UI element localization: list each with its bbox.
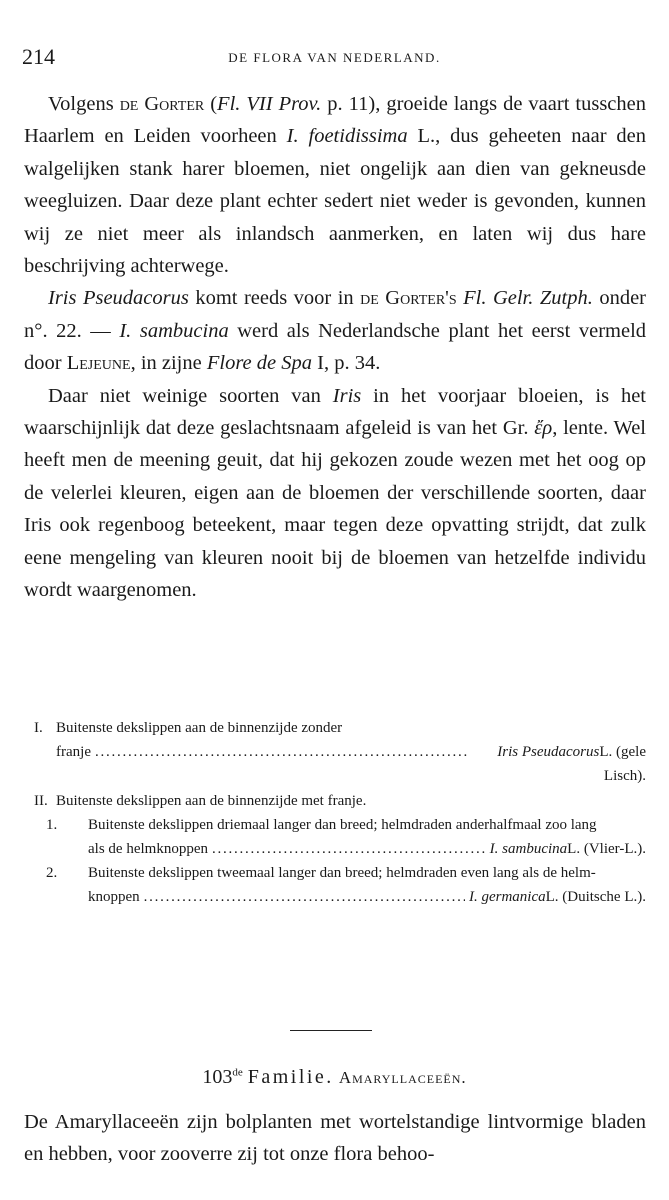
key-entry-ii bbox=[34, 789, 646, 813]
ordinal-suffix: de bbox=[232, 1066, 243, 1079]
text-run: , in zijne bbox=[130, 352, 207, 375]
body-text bbox=[24, 88, 646, 607]
text-run: L., dus geheeten naar den walgelijken stank harer bloemen, niet ongelijk aan dien van gekneusde weegluizen. Daar deze plant echter sedert niet weder is gevonden, kunnen wij ze niet meer als inlandsch aanmerken, en laten wij dus hare beschrijving achterwege. bbox=[24, 125, 647, 278]
author-name: de Gorter bbox=[119, 93, 205, 115]
text-run: ( bbox=[204, 93, 218, 115]
key-text: franje bbox=[56, 744, 91, 761]
genus-name: Iris bbox=[332, 384, 362, 407]
text-run: Daar niet weinige soorten van bbox=[48, 384, 333, 407]
key-number: 1. bbox=[46, 816, 58, 833]
identification-key bbox=[34, 716, 646, 910]
author-name: Lejeune bbox=[66, 352, 131, 375]
leader-dots bbox=[95, 740, 493, 764]
key-text: Buitenste dekslippen aan de binnenzijde zonder bbox=[56, 720, 343, 736]
citation: Flore de Spa bbox=[206, 352, 312, 375]
closing-paragraph: De Amaryllaceeën zijn bolplanten met wortelstandige lintvormige bladen en hebben, voor zooverre zij tot onze flora behoo- bbox=[24, 1111, 646, 1166]
species-name: Iris Pseudacorus bbox=[497, 744, 600, 761]
key-text: Buitenste dekslippen driemaal langer dan breed; helmdraden anderhalfmaal zoo lang bbox=[88, 816, 597, 833]
key-entry-i bbox=[34, 716, 646, 789]
species-name: I. germanica bbox=[468, 889, 546, 906]
key-text: Buitenste dekslippen tweemaal langer dan breed; helmdraden even lang als de helm- bbox=[88, 865, 596, 882]
running-title: DE FLORA VAN NEDERLAND. bbox=[228, 50, 441, 65]
family-heading bbox=[0, 1066, 669, 1089]
text-run: werd als Nederlandsche plant het eerst vermeld door bbox=[24, 319, 647, 375]
text-run: , lente. Wel heeft men de meening geuit, dat hij gekozen zoude wezen met het oog op de velerlei kleuren, eigen aan de bloemen der verschillende soorten, daar Iris ook regenboog beteekent, maar tegen deze opvatting strijdt, dat zulk eene mengeling van kleuren nooit bij de bloemen van hetzelfde individu wordt waargenomen. bbox=[24, 417, 646, 602]
species-name: I. foetidissima bbox=[286, 125, 408, 148]
paragraph-etymology bbox=[24, 380, 646, 607]
leader-dots bbox=[144, 885, 465, 909]
family-number: 103 bbox=[202, 1066, 233, 1088]
leader-dots bbox=[212, 837, 486, 861]
species-name: I. sambucina bbox=[119, 319, 229, 342]
species-author: L. (Vlier-L.). bbox=[567, 841, 646, 858]
section-divider bbox=[290, 1030, 372, 1031]
species-name: Iris Pseudacorus bbox=[48, 287, 189, 310]
key-text: als de helmknoppen bbox=[88, 841, 208, 858]
text-run: onder n°. 22. — bbox=[24, 287, 646, 342]
key-entry-2 bbox=[34, 861, 646, 909]
key-number: 2. bbox=[46, 865, 58, 882]
key-lead-line bbox=[56, 740, 646, 764]
key-text: knoppen bbox=[88, 889, 140, 906]
text-run: in het voorjaar bloeien, is het waarschijnlijk dat deze geslachtsnaam afgeleid is van het Gr. bbox=[24, 384, 646, 440]
species-name: I. sambucina bbox=[489, 841, 568, 858]
paragraph-pseudacorus bbox=[24, 282, 646, 379]
key-text: Lisch). bbox=[603, 768, 646, 785]
page-header bbox=[22, 44, 647, 72]
greek-word: ἔρ bbox=[534, 417, 553, 440]
family-name: Amaryllaceeën. bbox=[338, 1068, 467, 1087]
text-run: Volgens bbox=[48, 93, 120, 115]
key-lead-line bbox=[88, 885, 646, 909]
citation: Fl. Gelr. Zutph. bbox=[463, 287, 593, 310]
key-number: II. bbox=[34, 792, 48, 809]
author-name: de Gorter's bbox=[360, 287, 457, 310]
text-run: komt reeds voor in bbox=[188, 287, 361, 310]
paragraph-de-gorter bbox=[24, 88, 646, 282]
key-entry-1 bbox=[34, 813, 646, 861]
text-run: I, p. 34. bbox=[312, 352, 381, 375]
page-number: 214 bbox=[22, 44, 55, 69]
text-run: p. 11), groeide langs de vaart tusschen Haarlem en Leiden voorheen bbox=[24, 93, 647, 148]
species-author: L. (gele bbox=[599, 744, 646, 761]
key-number: I. bbox=[34, 720, 43, 736]
species-author: L. (Duitsche L.). bbox=[545, 889, 646, 906]
key-lead-line bbox=[88, 837, 646, 861]
citation: Fl. VII Prov. bbox=[217, 93, 322, 115]
family-word: Familie. bbox=[247, 1066, 334, 1088]
key-text: Buitenste dekslippen aan de binnenzijde met franje. bbox=[56, 792, 367, 809]
